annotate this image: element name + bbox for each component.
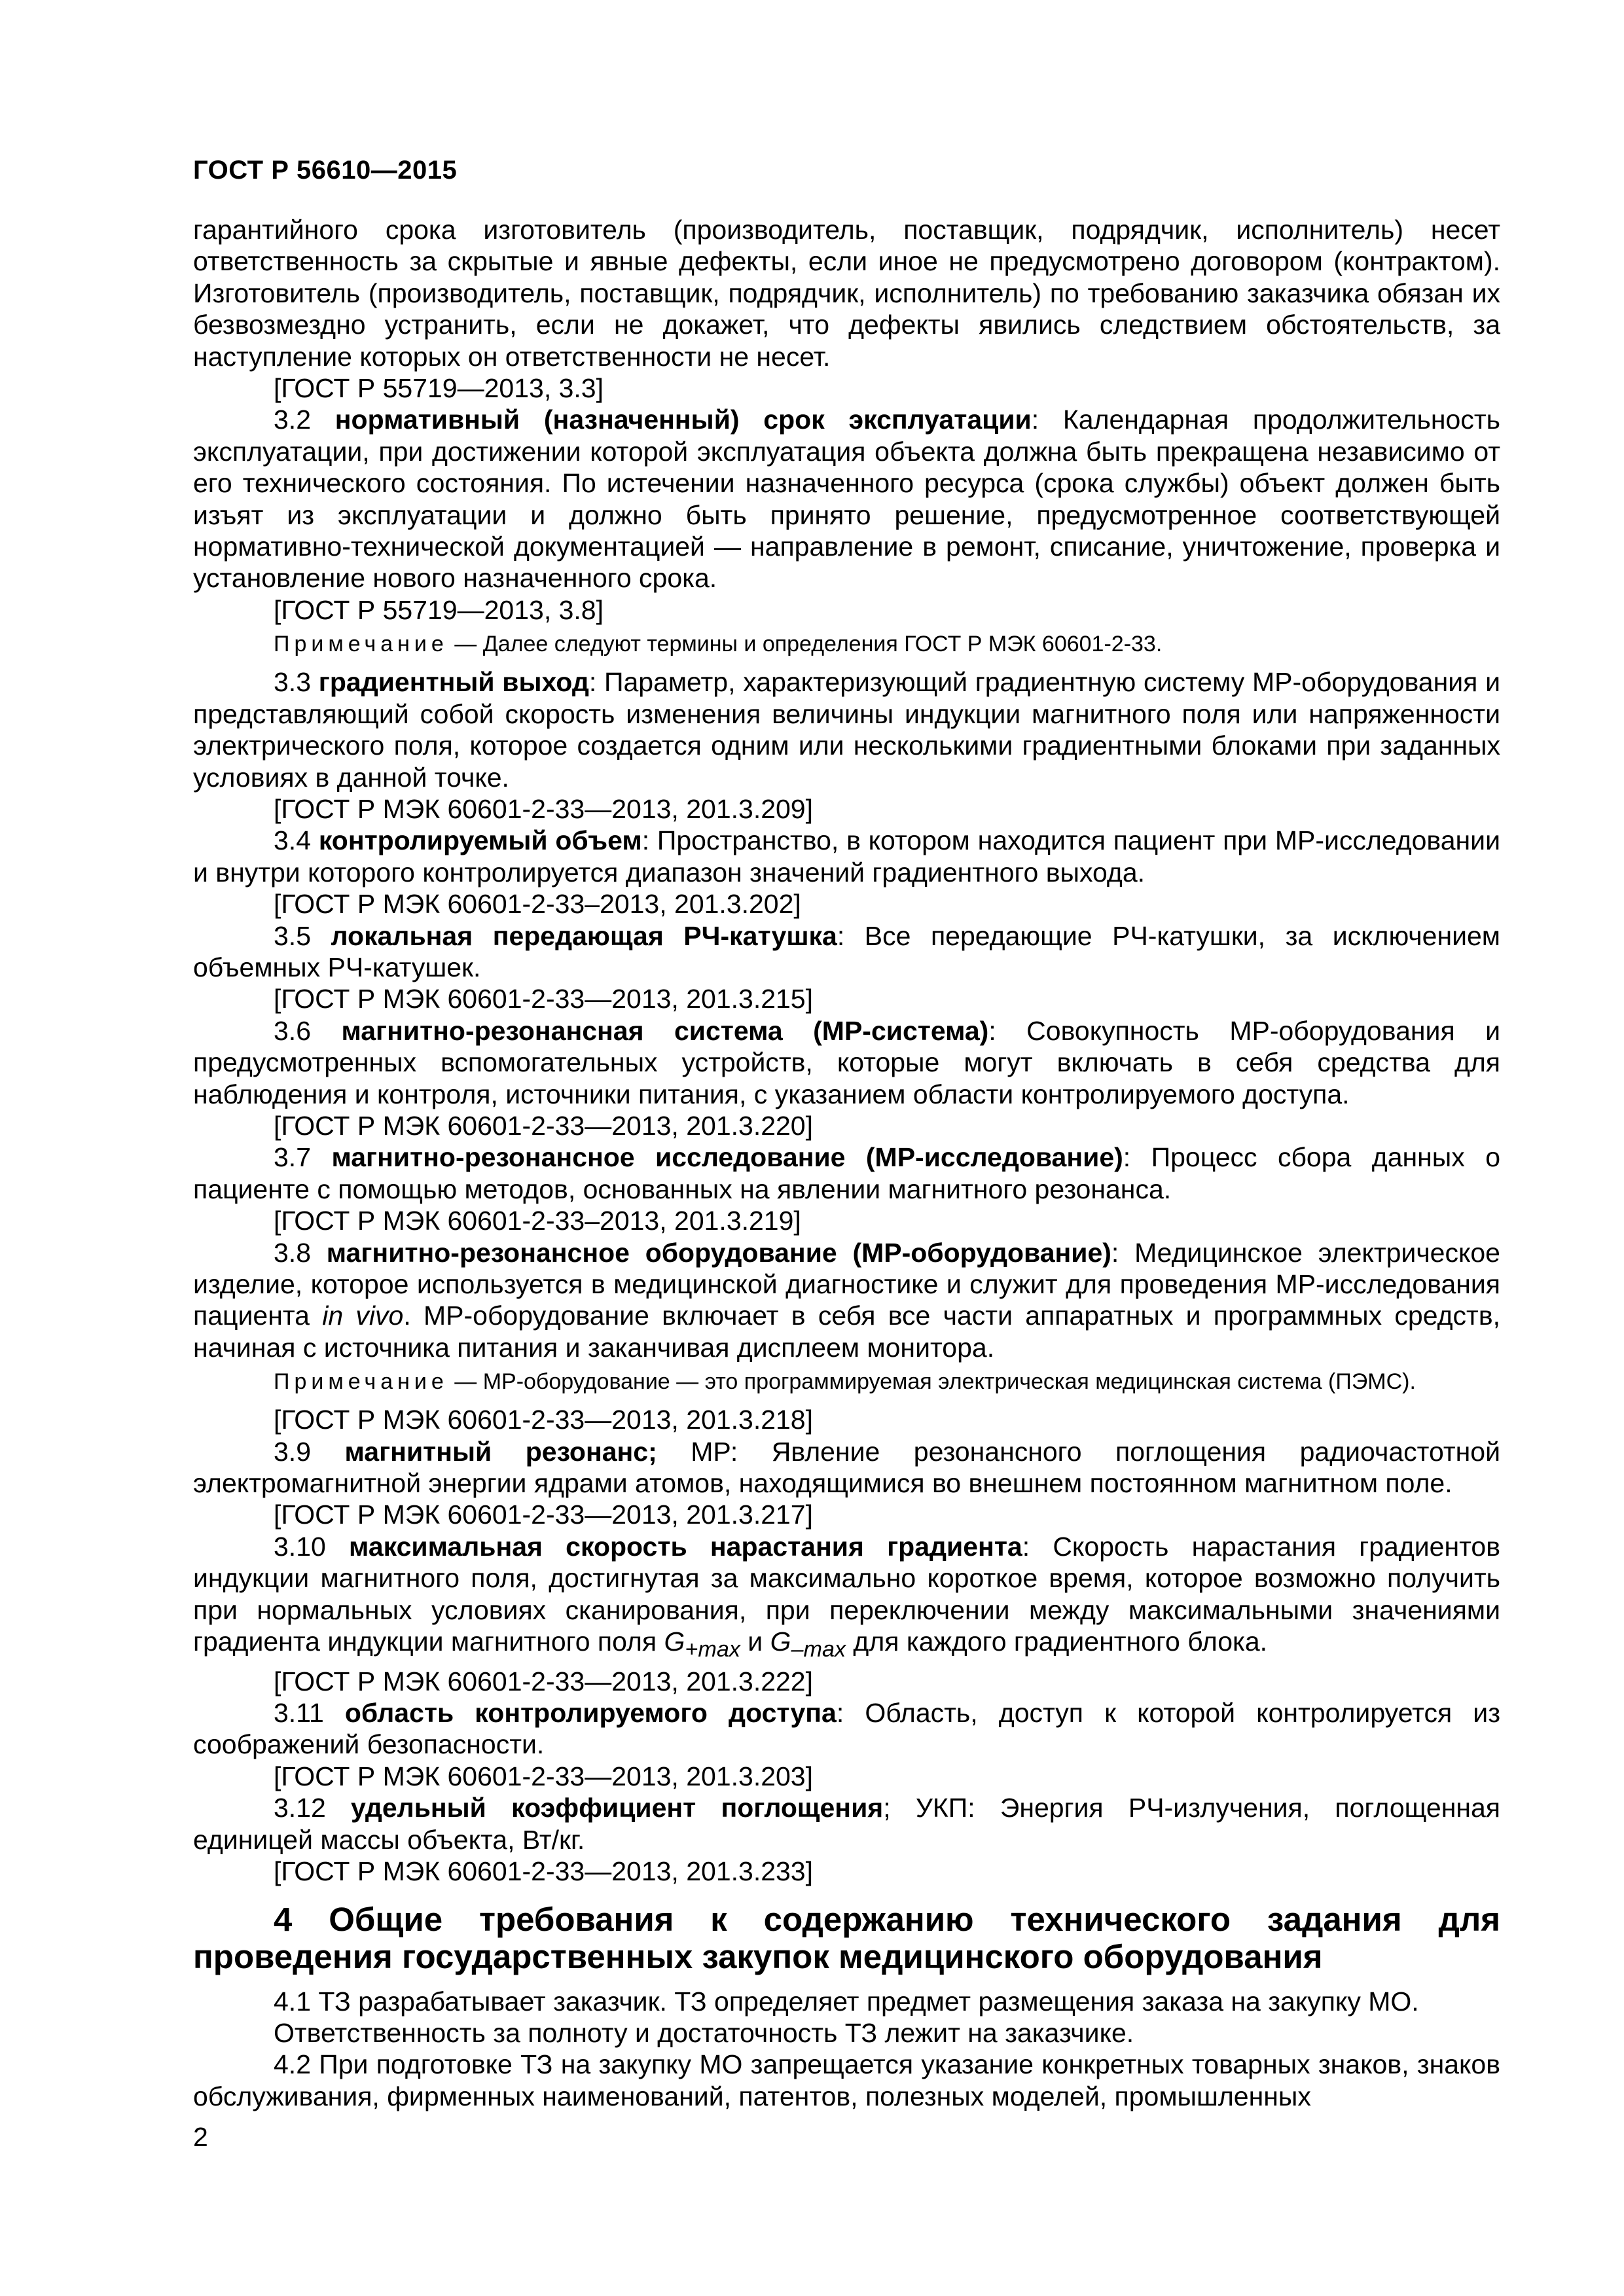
note-label: Примечание — [274, 632, 448, 657]
page-number: 2 — [193, 2122, 208, 2152]
reference: [ГОСТ Р МЭК 60601-2-33—2013, 201.3.209] — [274, 793, 814, 824]
term-name: магнитный резонанс; — [344, 1436, 657, 1467]
term-name: область контролируемого доступа — [344, 1698, 837, 1729]
term-definition: : Параметр, характеризующий градиентную систему МР-оборудования и представляющий собой скорость изменения величины индукции магнитного поля или напряженности электрического поля, которое создается одним или несколькими градиентными блоками при заданных условиях в данной точке. — [193, 667, 1500, 793]
term-definition: : Скорость нарастания градиентов индукции магнитного поля, достигнутая за максимально короткое время, которое возможно получить при нормальных условиях сканирования, при переключении между максимальными значениями градиента индукции магнитного поля — [193, 1531, 1500, 1657]
gradient-subscript-minus: –max — [791, 1637, 846, 1662]
term-name: магнитно-резонансная система (МР-система) — [341, 1015, 989, 1046]
term-3-6 — [193, 1015, 1500, 1110]
term-definition-mid: и — [740, 1626, 770, 1657]
section-4-heading: 4 Общие требования к содержанию технического задания для проведения государственных закупок медицинского оборудования — [193, 1900, 1500, 1975]
term-number: 3.5 — [274, 920, 311, 951]
term-3-4 — [193, 825, 1500, 888]
term-number: 3.3 — [274, 667, 311, 698]
term-number: 3.12 — [274, 1793, 326, 1823]
term-definition: : Медицинское электрическое изделие, которое используется в медицинской диагностике и служит для проведения МР-исследования пациента — [193, 1237, 1500, 1331]
term-name: градиентный выход — [318, 667, 589, 698]
reference: [ГОСТ Р МЭК 60601-2-33—2013, 201.3.220] — [274, 1110, 814, 1141]
paragraph-intro: гарантийного срока изготовитель (производитель, поставщик, подрядчик, исполнитель) несет ответственность за скрытые и явные дефекты, если иное не предусмотрено договором (контрактом). Изготовитель (производитель, поставщик, подрядчик, исполнитель) по требованию заказчика обязан их безвозмездно устранить, если не докажет, что дефекты явились следствием обстоятельств, за наступление которых он ответственности не несет. — [193, 215, 1500, 372]
gradient-symbol: G — [770, 1626, 791, 1657]
term-3-5 — [193, 920, 1500, 984]
term-number: 3.6 — [274, 1015, 311, 1046]
paragraph-4-2: 4.2 При подготовке ТЗ на закупку МО запрещается указание конкретных товарных знаков, знаков обслуживания, фирменных наименований, патентов, полезных моделей, промышленных — [193, 2049, 1500, 2111]
term-number: 3.11 — [274, 1698, 324, 1729]
term-3-8 — [193, 1237, 1500, 1364]
term-definition-cont: . МР-оборудование включает в себя все части аппаратных и программных средств, начиная с источника питания и заканчивая дисплеем монитора. — [193, 1300, 1500, 1363]
term-number: 3.4 — [274, 825, 311, 856]
term-definition: : Календарная продолжительность эксплуатации, при достижении которой эксплуатация объекта должна быть прекращена независимо от его технического состояния. По истечении назначенного ресурса (срока службы) объект должен быть изъят из эксплуатации и должно быть принято решение, предусмотренное соответствующей нормативно-технической документацией — направление в ремонт, списание, уничтожение, проверка и установление нового назначенного срока. — [193, 404, 1500, 594]
term-number: 3.10 — [274, 1531, 326, 1562]
term-3-12 — [193, 1792, 1500, 1856]
term-definition: : Все передающие РЧ-катушки, за исключением объемных РЧ-катушек. — [193, 920, 1500, 982]
term-name: удельный коэффициент поглощения — [351, 1793, 884, 1823]
note — [193, 630, 1500, 658]
term-definition: ; УКП: Энергия РЧ-излучения, поглощенная единицей массы объекта, Вт/кг. — [193, 1793, 1500, 1855]
reference: [ГОСТ Р 55719—2013, 3.8] — [274, 594, 604, 625]
term-3-3 — [193, 666, 1500, 793]
reference: [ГОСТ Р МЭК 60601-2-33—2013, 201.3.215] — [274, 984, 814, 1014]
term-number: 3.7 — [274, 1142, 311, 1173]
term-number: 3.2 — [274, 404, 311, 435]
term-definition-cont: для каждого градиентного блока. — [846, 1626, 1268, 1657]
term-number: 3.8 — [274, 1237, 311, 1268]
reference: [ГОСТ Р МЭК 60601-2-33—2013, 201.3.233] — [274, 1856, 814, 1887]
term-definition: : Пространство, в котором находится пациент при МР-исследовании и внутри которого контролируется диапазон значений градиентного выхода. — [193, 825, 1500, 888]
reference: [ГОСТ Р МЭК 60601-2-33–2013, 201.3.202] — [274, 889, 801, 920]
reference: [ГОСТ Р МЭК 60601-2-33–2013, 201.3.219] — [274, 1206, 801, 1236]
term-3-11 — [193, 1697, 1500, 1761]
paragraph-4-1-cont: Ответственность за полноту и достаточность ТЗ лежит на заказчике. — [274, 2017, 1134, 2048]
term-definition: : Процесс сбора данных о пациенте с помощью методов, основанных на явлении магнитного резонанса. — [193, 1142, 1500, 1204]
gradient-subscript-plus: +max — [685, 1637, 740, 1662]
term-name: локальная передающая РЧ-катушка — [331, 920, 837, 951]
gradient-symbol: G — [664, 1626, 685, 1657]
term-name: нормативный (назначенный) срок эксплуатации — [334, 404, 1032, 435]
term-3-7 — [193, 1141, 1500, 1205]
term-number: 3.9 — [274, 1436, 311, 1467]
reference: [ГОСТ Р МЭК 60601-2-33—2013, 201.3.222] — [274, 1666, 814, 1696]
note-text: — МР-оборудование — это программируемая электрическая медицинская система (ПЭМС). — [448, 1369, 1416, 1395]
document-body — [193, 214, 1500, 2112]
term-name: магнитно-резонансное исследование (МР-исследование) — [331, 1142, 1123, 1173]
note — [193, 1367, 1500, 1396]
note-text: — Далее следуют термины и определения ГОСТ Р МЭК 60601-2-33. — [448, 632, 1163, 657]
document-code-header: ГОСТ Р 56610—2015 — [193, 156, 458, 185]
term-name: контролируемый объем — [318, 825, 642, 856]
term-definition: : Совокупность МР-оборудования и предусмотренных вспомогательных устройств, которые могут включать в себя средства для наблюдения и контроля, источники питания, с указанием области контролируемого доступа. — [193, 1015, 1500, 1109]
term-3-9 — [193, 1436, 1500, 1499]
term-name: максимальная скорость нарастания градиента — [349, 1531, 1022, 1562]
reference: [ГОСТ Р 55719—2013, 3.3] — [274, 373, 604, 404]
note-label: Примечание — [274, 1369, 448, 1395]
reference: [ГОСТ Р МЭК 60601-2-33—2013, 201.3.218] — [274, 1405, 814, 1435]
term-name: магнитно-резонансное оборудование (МР-оборудование) — [326, 1237, 1111, 1268]
term-definition-italic: in vivo — [322, 1300, 404, 1331]
term-definition: : Область, доступ к которой контролируется из соображений безопасности. — [193, 1698, 1500, 1760]
reference: [ГОСТ Р МЭК 60601-2-33—2013, 201.3.203] — [274, 1761, 814, 1791]
reference: [ГОСТ Р МЭК 60601-2-33—2013, 201.3.217] — [274, 1499, 814, 1530]
term-3-2 — [193, 404, 1500, 594]
term-3-10 — [193, 1531, 1500, 1666]
paragraph-4-1: 4.1 ТЗ разрабатывает заказчик. ТЗ определяет предмет размещения заказа на закупку МО. — [274, 1986, 1419, 2017]
term-definition: МР: Явление резонансного поглощения радиочастотной электромагнитной энергии ядрами атомов, находящимися во внешнем постоянном магнитном поле. — [193, 1436, 1500, 1499]
